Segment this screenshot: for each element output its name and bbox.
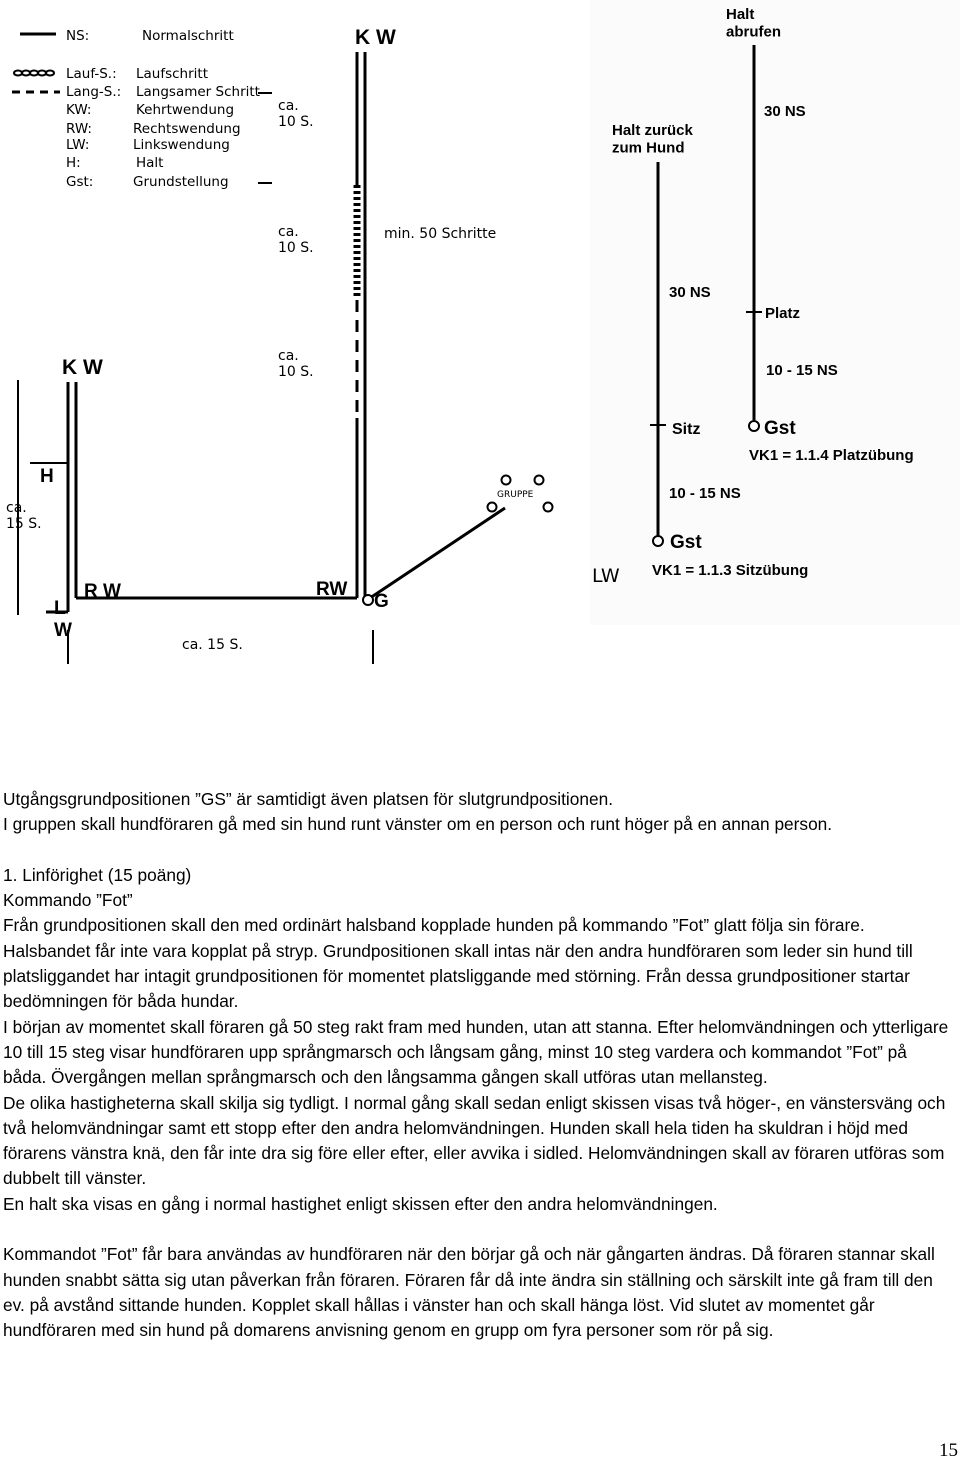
label-kw-top: K W <box>355 26 396 49</box>
paragraph: Från grundpositionen skall den med ordinärt halsband kopplade hunden på kommando ”Fot” glatt följa sin förare. Halsbandet får inte vara kopplat på stryp. Grundpositionen skall intas när den andra hundföraren som leder sin hund till platsliggandet har intagit grundpositionen för momentet platsliggande med störning. Från dessa grundpositioner startar bedömningen för båda hundar. <box>3 915 913 1012</box>
legend-text: Linkswendung <box>133 137 230 153</box>
label-ns-range-left: 10 - 15 NS <box>669 485 741 502</box>
command-line: Kommando ”Fot” <box>3 890 133 911</box>
legend-abbr: Lauf-S.: <box>66 66 117 82</box>
legend-text: Grundstellung <box>133 174 229 190</box>
label-vk-sitz: VK1 = 1.1.3 Sitzübung <box>652 562 809 579</box>
gst-marker-left <box>653 536 663 546</box>
legend-chain-line <box>14 71 54 76</box>
label-g: G <box>374 591 389 612</box>
paragraph: En halt ska visas en gång i normal hastighet enligt skissen efter den andra helomvändningen. <box>3 1193 718 1214</box>
label-ns-range-right: 10 - 15 NS <box>766 362 838 379</box>
legend-text: Rechtswendung <box>133 121 241 137</box>
label-platz: Platz <box>765 305 801 322</box>
label-group: GRUPPE <box>497 490 534 500</box>
legend-abbr: Lang-S.: <box>66 84 122 100</box>
legend-abbr: H: <box>66 155 81 171</box>
legend-abbr: RW: <box>66 121 92 137</box>
page-number: 15 <box>939 1440 958 1461</box>
paragraph: De olika hastigheterna skall skilja sig tydligt. I normal gång skall sedan enligt skissen visas två höger-, en vänstersväng och två helomvändningar samt ett stopp efter den andra helomvändningen. Hunden skall hela tiden ha skuldran i höjd med förarens vänstra knä, den får inte dra sig före eller efter, eller avvika i sidled. Helomvändningen skall av föraren utföras som dubbelt till vänster. <box>3 1092 946 1189</box>
legend-abbr: KW: <box>66 102 92 118</box>
label-time-top: ca. 10 S. <box>278 98 314 131</box>
legend-abbr: LW: <box>66 137 90 153</box>
legend-text: Normalschritt <box>142 28 234 44</box>
label-halt: H <box>40 466 54 487</box>
start-position-marker <box>363 595 373 605</box>
exercise-diagrams <box>0 0 960 680</box>
label-halt-abrufen: Halt abrufen <box>726 6 782 41</box>
legend <box>12 28 260 190</box>
paragraph: I början av momentet skall föraren gå 50 steg rakt fram med hunden, utan att stanna. Efter helomvändningen och ytterligare 10 till 15 steg visar hundföraren upp språngmarsch och långsam gång, minst 10 steg vardera och kommandot ”Fot” på båda. Övergången mellan språngmarsch och den långsamma gången skall utföras utan mellansteg. <box>3 1016 949 1088</box>
label-ns-left: 30 NS <box>669 284 711 301</box>
paragraph: Kommandot ”Fot” får bara användas av hundföraren när den börjar gå och när gångarten ändras. Då föraren stannar skall hunden snabbt sätta sig utan påverkan från föraren. Föraren får då inte ändra sin ställning och särskilt inte gå fram till den ev. på avstånd sittande hunden. Kopplet skall hållas i vänster han och skall hänga löst. Vid slutet av momentet går hundföraren med sin hund på domarens anvisning genom en grupp om fyra personer som rör på sig. <box>3 1244 935 1341</box>
diagram-right <box>590 0 960 625</box>
label-halt-zurueck: Halt zurück zum Hund <box>612 122 693 157</box>
legend-text: Kehrtwendung <box>136 102 235 118</box>
legend-text: Laufschritt <box>136 66 209 82</box>
label-time-left: ca. 15 S. <box>6 500 42 533</box>
person-icon <box>535 476 544 485</box>
label-sitz: Sitz <box>672 421 701 438</box>
label-min-steps: min. 50 Schritte <box>384 226 497 242</box>
label-time-low: ca. 10 S. <box>278 348 314 381</box>
label-gst-left: Gst <box>670 532 702 553</box>
label-time-mid: ca. 10 S. <box>278 224 314 257</box>
label-kw-left: K W <box>62 356 103 379</box>
legend-abbr: NS: <box>66 28 90 44</box>
label-rw-left: R W <box>84 581 121 602</box>
legend-text: Halt <box>136 155 164 171</box>
document-body <box>3 787 953 1344</box>
label-lw: L W <box>54 598 72 641</box>
paragraph: Utgångsgrundpositionen ”GS” är samtidigt även platsen för slutgrundpositionen. <box>3 789 613 809</box>
label-rw-right: RW <box>316 579 348 600</box>
person-icon <box>502 476 511 485</box>
label-gst-right: Gst <box>764 418 796 439</box>
label-time-bottom: ca. 15 S. <box>182 637 243 653</box>
person-icon <box>544 503 553 512</box>
legend-abbr: Gst: <box>66 174 94 190</box>
label-lw-right: LW <box>592 565 620 587</box>
person-icon <box>488 503 497 512</box>
path-to-group <box>370 508 505 598</box>
gst-marker-right <box>749 421 759 431</box>
spacer <box>3 1217 953 1242</box>
label-ns-right: 30 NS <box>764 103 806 120</box>
paragraph: I gruppen skall hundföraren gå med sin hund runt vänster om en person och runt höger på en annan person. <box>3 814 833 835</box>
spacer <box>3 838 953 863</box>
section-heading: 1. Linförighet (15 poäng) <box>3 864 192 885</box>
label-vk-platz: VK1 = 1.1.4 Platzübung <box>749 447 914 464</box>
legend-text: Langsamer Schritt <box>136 84 260 100</box>
